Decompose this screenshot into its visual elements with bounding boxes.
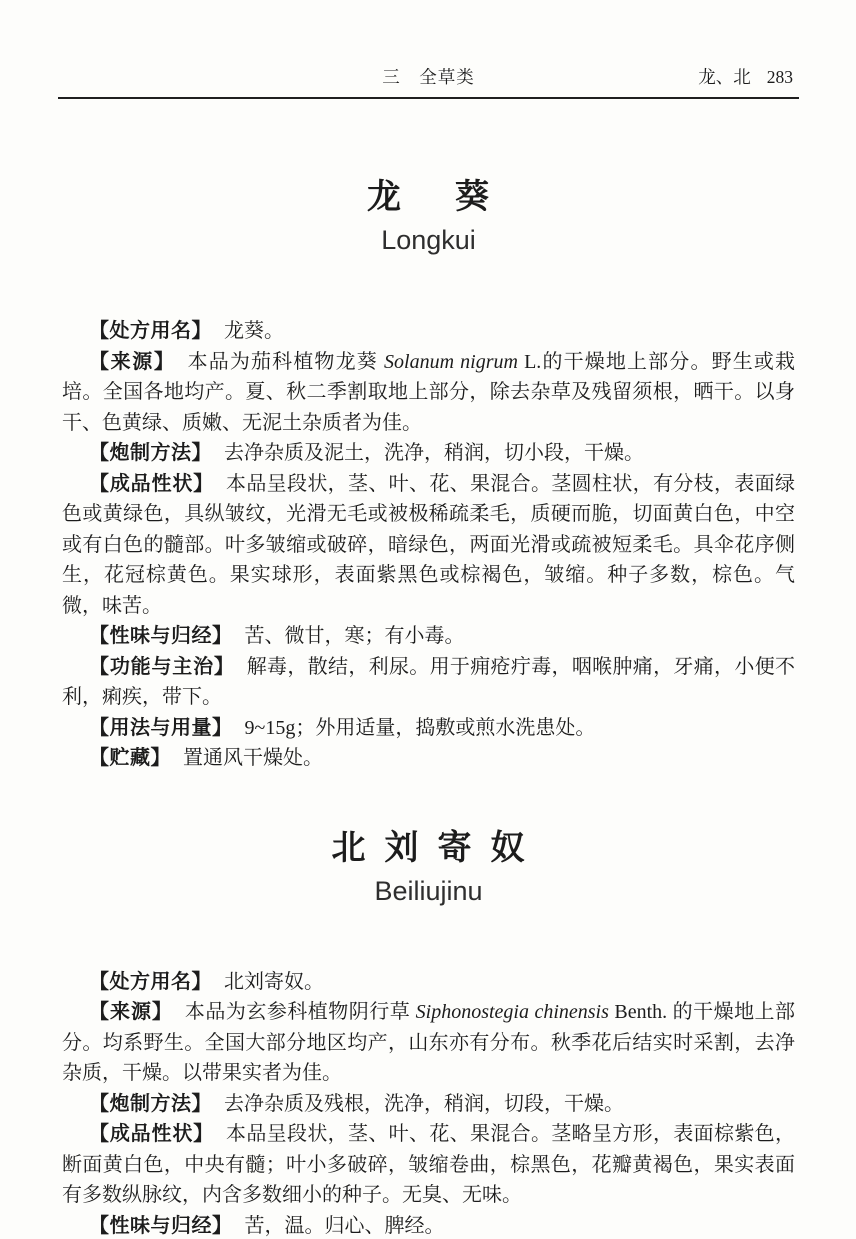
field-text: 北刘寄奴。: [224, 970, 324, 993]
section-title: 三 全草类: [382, 67, 475, 87]
field-label: 【炮制方法】: [89, 442, 212, 464]
monograph-entry: [62, 177, 795, 774]
page-header: [62, 64, 795, 90]
page-header-right: [698, 64, 793, 90]
field-text: 9~15g；外用适量，捣敷或煎水洗患处。: [244, 716, 596, 739]
monograph-field: [62, 1119, 795, 1211]
monograph-field: [62, 967, 795, 998]
entry-body: [62, 316, 795, 774]
running-title-abbrev: 龙、北: [698, 67, 751, 87]
monograph-field: [62, 621, 795, 652]
field-label: 【成品性状】: [89, 472, 214, 495]
field-label: 【性味与归经】: [89, 1214, 233, 1237]
field-label: 【贮藏】: [89, 747, 171, 769]
monograph-entries: [62, 177, 795, 1239]
monograph-field: [62, 997, 795, 1089]
latin-binomial: Siphonostegia chinensis: [415, 1001, 609, 1023]
latin-binomial: Solanum nigrum: [384, 350, 518, 373]
field-label: 【性味与归经】: [89, 625, 233, 647]
field-label: 【功能与主治】: [89, 655, 235, 678]
field-label: 【来源】: [89, 1001, 173, 1023]
entry-title-chinese: 北 刘 寄 奴: [331, 829, 526, 867]
monograph-field: [62, 713, 795, 744]
field-text: 龙葵。: [224, 320, 284, 342]
monograph-field: [62, 316, 795, 347]
field-text: 苦，温。归心、脾经。: [244, 1214, 445, 1237]
field-text: 去净杂质及泥土，洗净，稍润，切小段，干燥。: [224, 442, 644, 464]
monograph-field: [62, 469, 795, 622]
field-label: 【炮制方法】: [89, 1092, 212, 1115]
monograph-field: [62, 652, 795, 713]
entry-title-pinyin: Longkui: [381, 225, 476, 255]
entry-title-chinese: 龙 葵: [367, 179, 490, 216]
field-label: 【成品性状】: [89, 1123, 214, 1145]
field-text: 本品为茄科植物龙葵: [187, 350, 385, 373]
field-text: 本品为玄参科植物阴行草: [184, 1001, 416, 1023]
entry-title-pinyin: Beiliujinu: [374, 875, 483, 906]
page-number: 283: [766, 67, 793, 87]
header-rule: [58, 97, 799, 99]
field-text: 置通风干燥处。: [183, 747, 323, 769]
field-label: 【处方用名】: [89, 320, 212, 342]
field-label: 【来源】: [89, 350, 176, 373]
field-label: 【处方用名】: [89, 970, 212, 993]
field-text: Benth. 的干燥地上部分。均系野生。全国大部分地区均产，山东亦有分布。秋季花后结实时采割，去净杂质，干燥。以带果实者为佳。: [62, 1001, 796, 1084]
field-label: 【用法与用量】: [89, 716, 233, 739]
monograph-field: [62, 347, 795, 439]
monograph-field: [62, 743, 795, 774]
field-text: 苦、微甘，寒；有小毒。: [244, 625, 465, 647]
monograph-entry: [62, 828, 795, 1239]
field-text: 本品呈段状，茎、叶、花、果混合。茎圆柱状，有分枝，表面绿色或黄绿色，具纵皱纹，光滑无毛或被极稀疏柔毛，质硬而脆，切面黄白色，中空或有白色的髓部。叶多皱缩或破碎，暗绿色，两面光滑或疏被短柔毛。具伞花序侧生，花冠棕黄色。果实球形，表面紫黑色或棕褐色，皱缩。种子多数，棕色。气微，味苦。: [62, 472, 795, 617]
monograph-field: [62, 438, 795, 469]
entry-body: [62, 967, 795, 1239]
field-text: 去净杂质及残根，洗净，稍润，切段，干燥。: [224, 1092, 624, 1115]
field-text: 本品呈段状，茎、叶、花、果混合。茎略呈方形，表面棕紫色，断面黄白色，中央有髓；叶小多破碎，皱缩卷曲，棕黑色，花瓣黄褐色，果实表面有多数纵脉纹，内含多数细小的种子。无臭、无味。: [62, 1123, 795, 1206]
field-text: L.的干燥地上部分。野生或栽培。全国各地均产。夏、秋二季割取地上部分，除去杂草及残留须根，晒干。以身干、色黄绿、质嫩、无泥土杂质者为佳。: [62, 350, 796, 434]
monograph-field: [62, 1089, 795, 1120]
field-text: 解毒，散结，利尿。用于痈疮疔毒，咽喉肿痛，牙痛，小便不利，痢疾，带下。: [62, 655, 796, 708]
monograph-field: [62, 1211, 795, 1239]
